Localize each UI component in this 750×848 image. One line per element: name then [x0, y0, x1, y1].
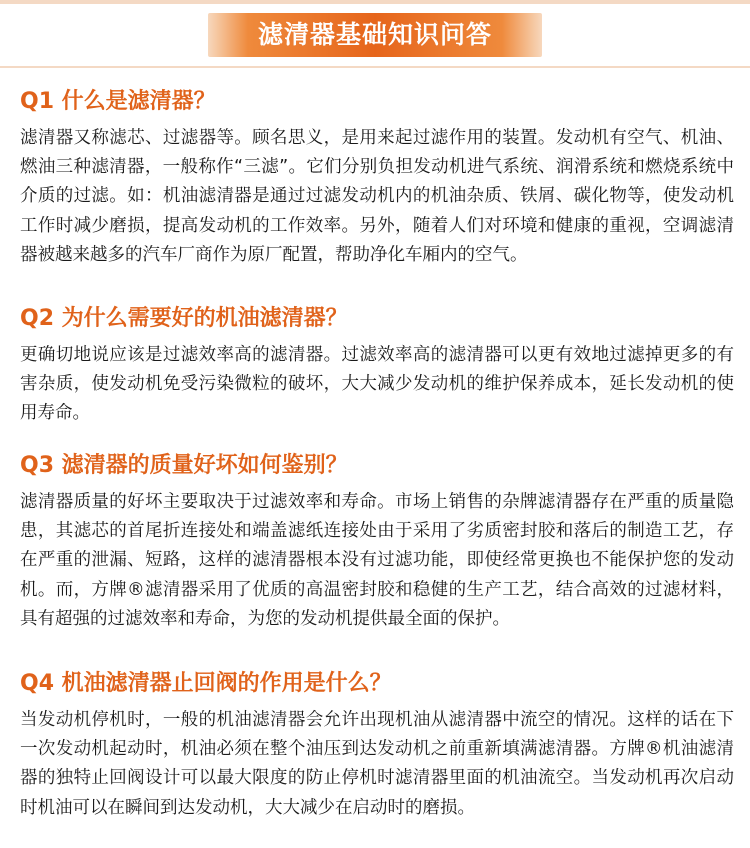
- question-1: Q1 什么是滤清器？: [20, 89, 216, 114]
- header-banner: [0, 0, 750, 70]
- answer-4: 当发动机停机时，一般的机油滤清器会允许出现机油从滤清器中流空的情况。这样的话在下一次发动机起动时，机油必须在整个油压到达发动机之前重新填满滤清器。方牌®机油滤清器的独特止回阀设计可以最大限度的防止停机时滤清器里面的机油流空。当发动机再次启动时机油可以在瞬间到达发动机，大大减少在启动时的磨损。: [20, 710, 734, 818]
- answer-1: 滤清器又称滤芯、过滤器等。顾名思义，是用来起过滤作用的装置。发动机有空气、机油、燃油三种滤清器，一般称作“三滤”。它们分别负担发动机进气系统、润滑系统和燃烧系统中介质的过滤。如：机油滤清器是通过过滤发动机内的机油杂质、铁屑、碳化物等，使发动机工作时减少磨损，提高发动机的工作效率。另外，随着人们对环境和健康的重视，空调滤清器被越来越多的汽车厂商作为原厂配置，帮助净化车厢内的空气。: [20, 128, 734, 265]
- top-stripe: [0, 0, 750, 4]
- answer-2: 更确切地说应该是过滤效率高的滤清器。过滤效率高的滤清器可以更有效地过滤掉更多的有害杂质，使发动机免受污染微粒的破坏，大大减少发动机的维护保养成本，延长发动机的使用寿命。: [20, 345, 734, 424]
- question-4: Q4 机油滤清器止回阀的作用是什么？: [20, 671, 392, 696]
- question-3: Q3 滤清器的质量好坏如何鉴别？: [20, 453, 348, 478]
- question-2: Q2 为什么需要好的机油滤清器？: [20, 306, 348, 331]
- answer-3: 滤清器质量的好坏主要取决于过滤效率和寿命。市场上销售的杂牌滤清器存在严重的质量隐患，其滤芯的首尾折连接处和端盖滤纸连接处由于采用了劣质密封胶和落后的制造工艺，存在严重的泄漏、短路，这样的滤清器根本没有过滤功能，即使经常更换也不能保护您的发动机。而，方牌®滤清器采用了优质的高温密封胶和稳健的生产工艺，结合高效的过滤材料，具有超强的过滤效率和寿命，为您的发动机提供最全面的保护。: [20, 492, 734, 629]
- page-title: 滤清器基础知识问答: [257, 20, 492, 49]
- header-divider: [0, 66, 750, 68]
